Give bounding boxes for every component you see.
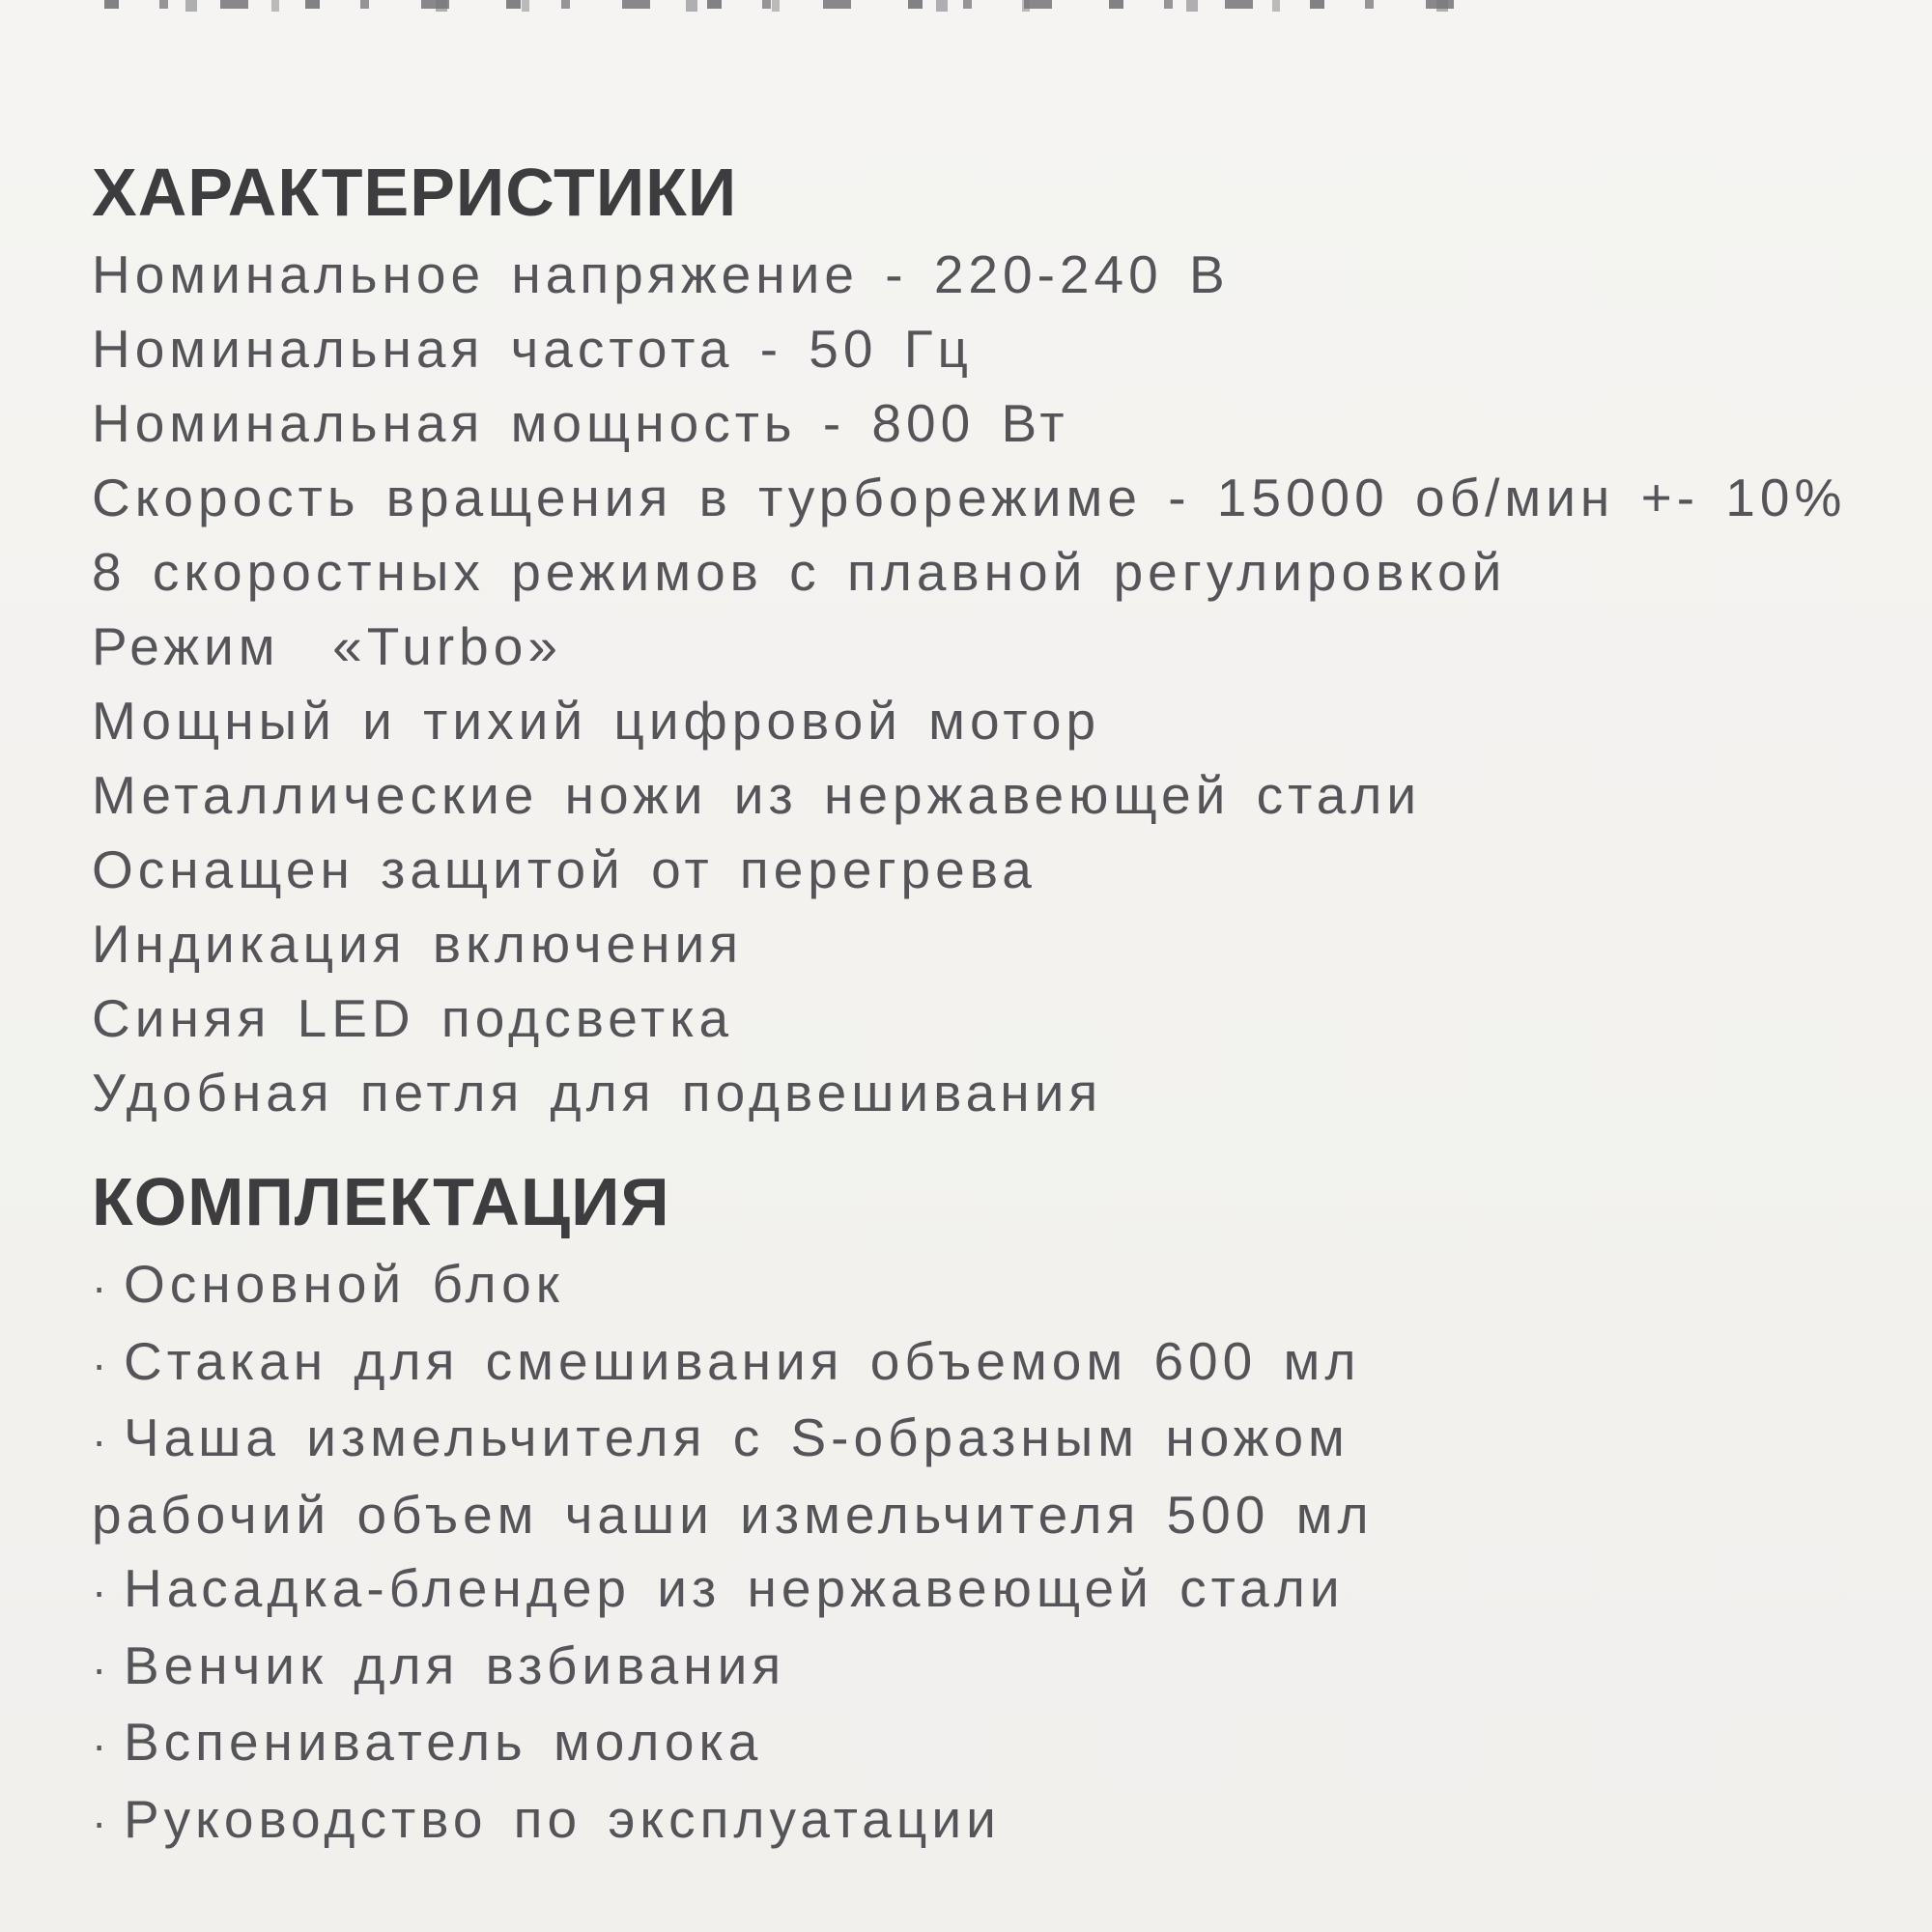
cut-off-headline-fragments <box>104 0 1510 12</box>
spec-line-overheat-protection: Оснащен защитой от перегрева <box>92 839 1037 899</box>
bullet-dot-icon: · <box>92 1566 112 1616</box>
bullet-dot-icon: · <box>92 1262 112 1312</box>
spec-line-power: Номинальная мощность - 800 Вт <box>92 393 1069 453</box>
package-item-blender-shaft <box>92 1551 1898 1629</box>
bullet-dot-icon: · <box>92 1415 112 1465</box>
spec-line-voltage: Номинальное напряжение - 220-240 В <box>92 244 1230 304</box>
characteristics-list <box>92 238 1898 1130</box>
package-item-chopper-bowl <box>92 1401 1898 1478</box>
spec-line-power-indicator: Индикация включения <box>92 914 744 974</box>
spec-line-led-light: Синяя LED подсветка <box>92 988 734 1048</box>
spec-line-turbo-speed: Скорость вращения в турборежиме - 15000 об/мин +- 10% <box>92 468 1847 527</box>
spec-line-speed-modes: 8 скоростных режимов с плавной регулировкой <box>92 542 1507 602</box>
package-item-text: Чаша измельчителя с S-образным ножом <box>124 1407 1350 1467</box>
spec-line-blades: Металлические ножи из нержавеющей стали <box>92 765 1422 825</box>
package-item-user-manual <box>92 1782 1898 1860</box>
bullet-dot-icon: · <box>92 1719 112 1770</box>
package-item-text: Вспениватель молока <box>124 1712 763 1772</box>
package-item-text: рабочий объем чаши измельчителя 500 мл <box>92 1484 1374 1545</box>
spec-line-frequency: Номинальная частота - 50 Гц <box>92 319 974 379</box>
package-item-text: Стакан для смешивания объемом 600 мл <box>124 1330 1361 1391</box>
package-item-text: Руководство по эксплуатации <box>124 1788 1001 1849</box>
package-item-milk-frother <box>92 1705 1898 1782</box>
package-item-chopper-bowl-volume <box>92 1478 1898 1552</box>
package-item-text: Венчик для взбивания <box>124 1634 786 1695</box>
spec-line-turbo-mode: Режим «Turbo» <box>92 616 562 676</box>
package-item-text: Насадка-блендер из нержавеющей стали <box>124 1558 1345 1618</box>
bullet-dot-icon: · <box>92 1642 112 1693</box>
package-item-text: Основной блок <box>124 1254 564 1314</box>
package-item-mixing-cup <box>92 1324 1898 1402</box>
spec-line-hanging-loop: Удобная петля для подвешивания <box>92 1063 1103 1122</box>
bullet-dot-icon: · <box>92 1338 112 1389</box>
package-contents-list <box>92 1247 1898 1859</box>
characteristics-heading: ХАРАКТЕРИСТИКИ <box>92 155 738 230</box>
bullet-dot-icon: · <box>92 1796 112 1847</box>
spec-line-motor: Мощный и тихий цифровой мотор <box>92 691 1101 751</box>
package-item-whisk <box>92 1629 1898 1706</box>
package-heading: КОМПЛЕКТАЦИЯ <box>92 1164 670 1239</box>
package-item-main-unit <box>92 1247 1898 1324</box>
